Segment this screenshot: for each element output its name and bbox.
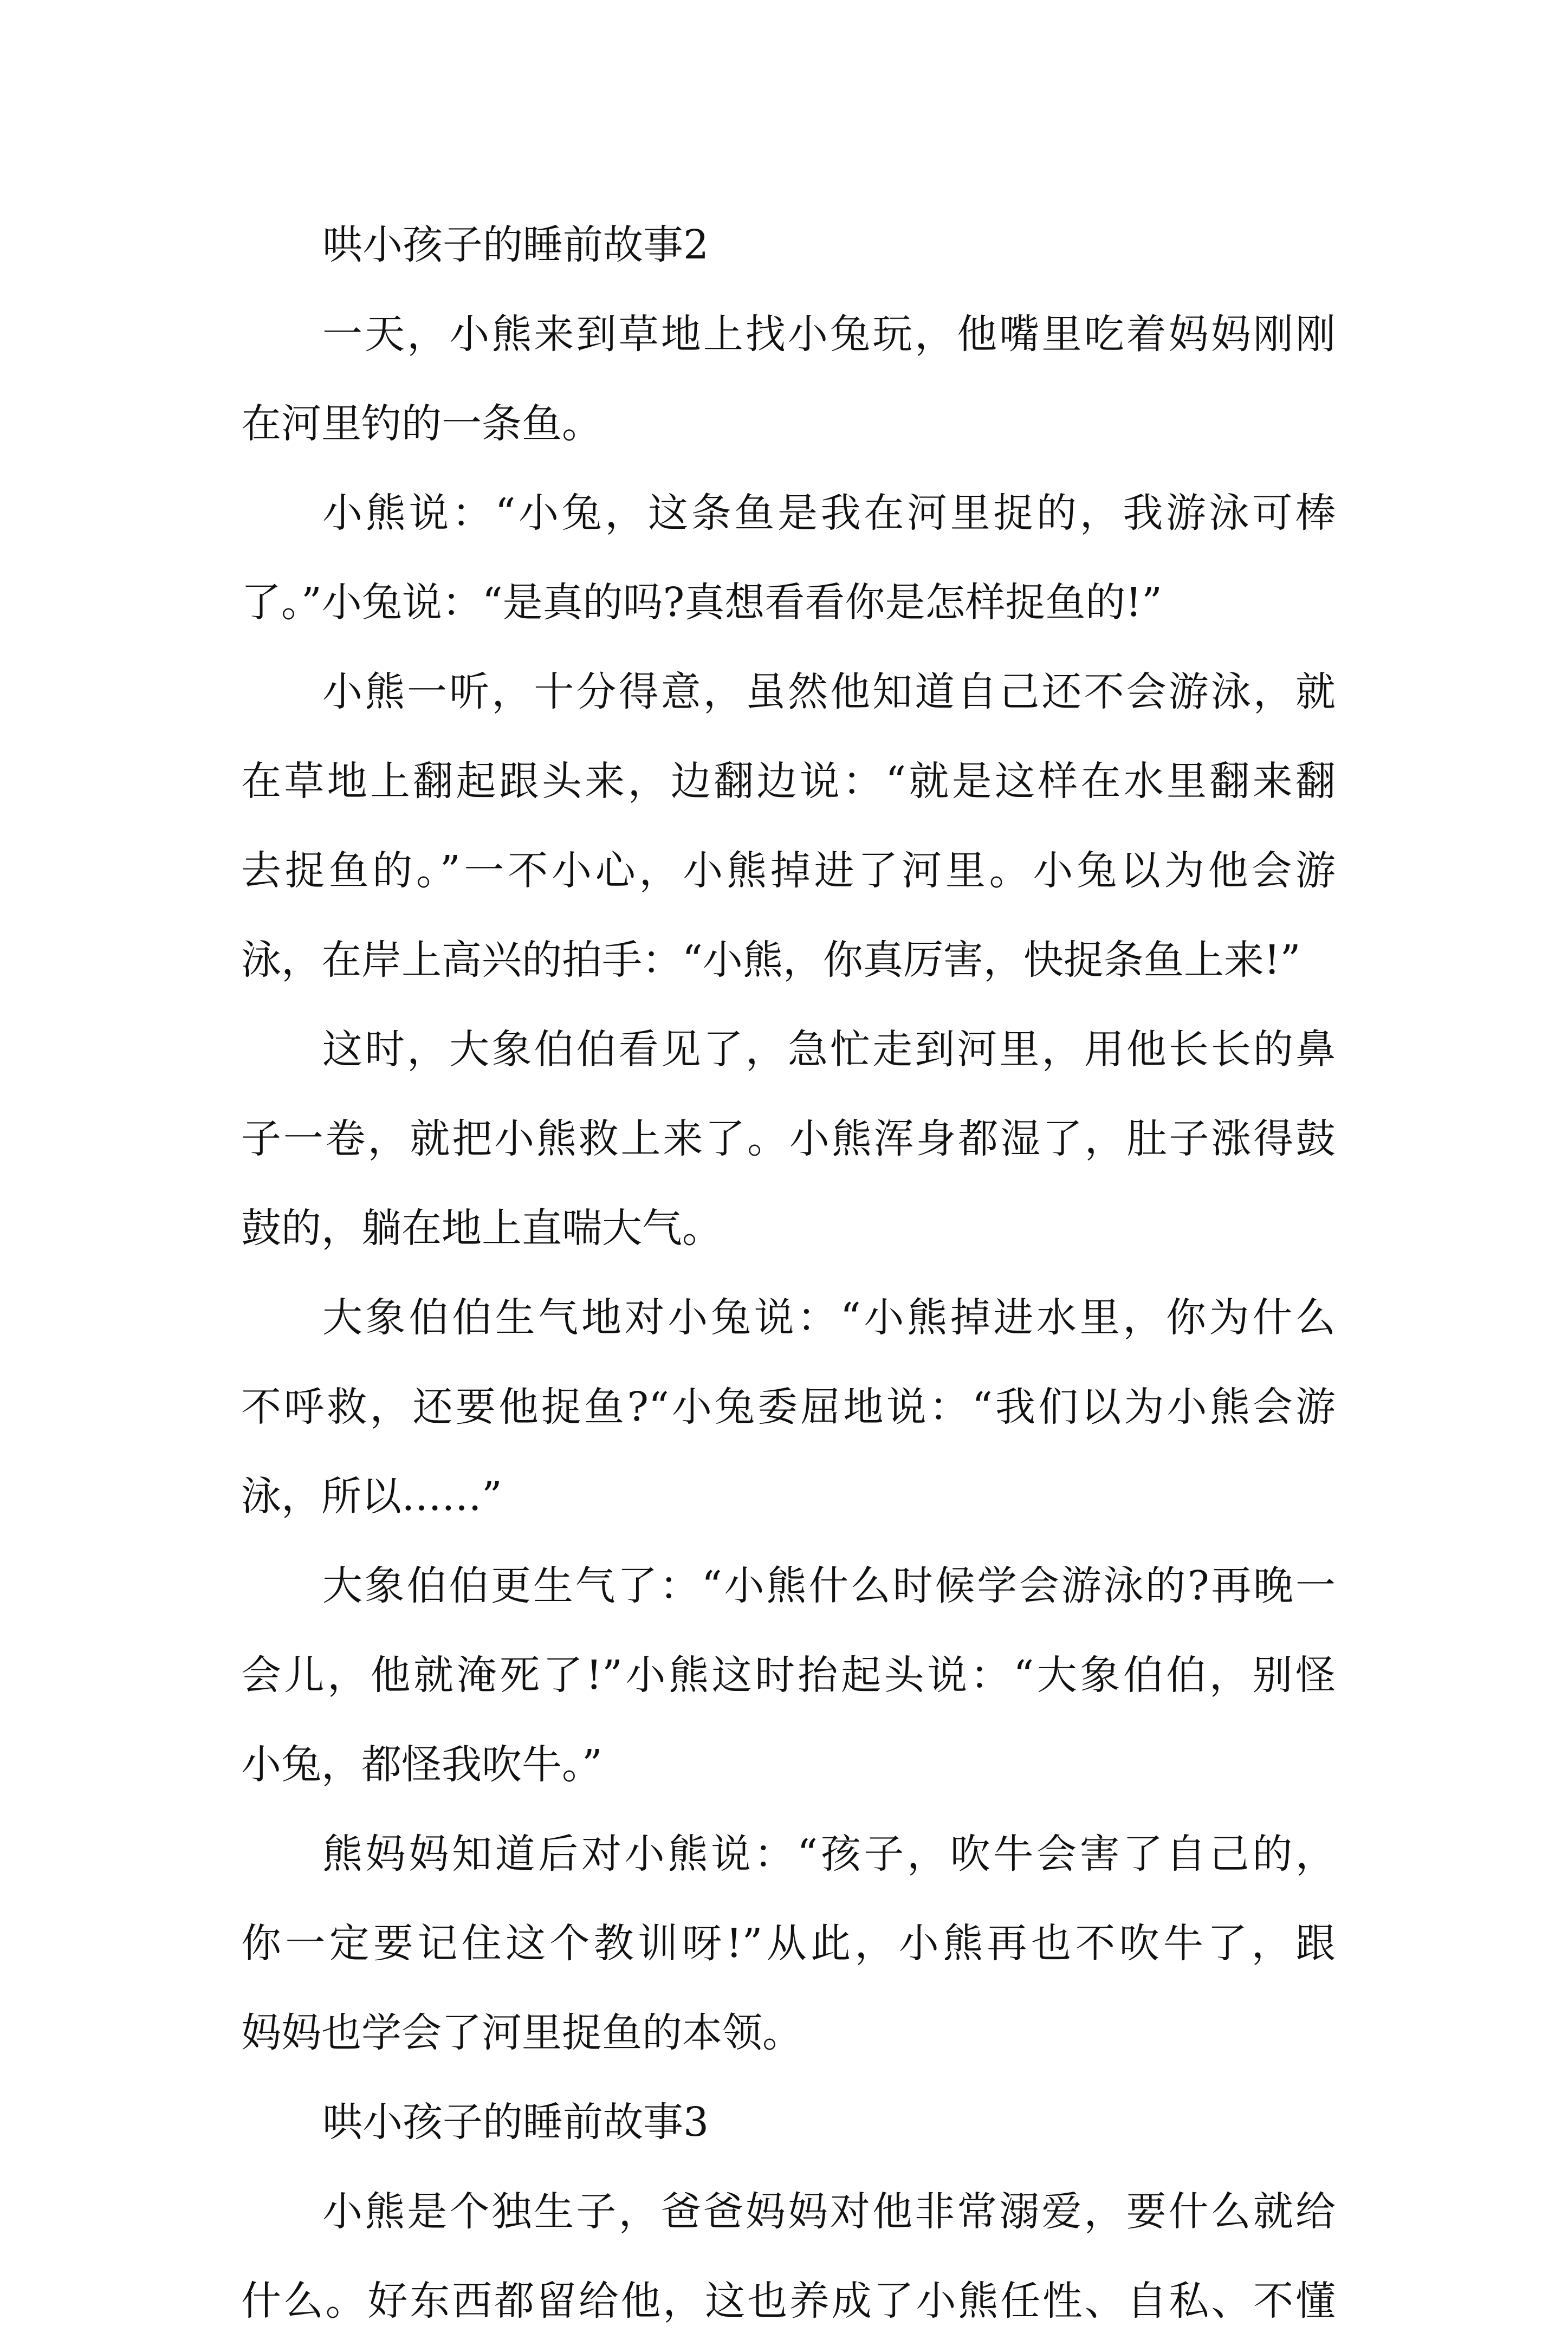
text-line: 这时，大象伯伯看见了，急忙走到河里，用他长长的鼻 xyxy=(322,1026,1336,1073)
text-line: 哄小孩子的睡前故事2 xyxy=(322,222,709,268)
text-line: 鼓的，躺在地上直喘大气。 xyxy=(241,1205,722,1252)
text-line: 在草地上翻起跟头来，边翻边说：“就是这样在水里翻来翻 xyxy=(241,758,1336,805)
text-line: 了。”小兔说：“是真的吗?真想看看你是怎样捉鱼的!” xyxy=(241,579,1162,626)
text-line: 小熊是个独生子，爸爸妈妈对他非常溺爱，要什么就给 xyxy=(322,2188,1336,2235)
text-line: 大象伯伯更生气了：“小熊什么时候学会游泳的?再晚一 xyxy=(322,1563,1336,1609)
text-line: 子一卷，就把小熊救上来了。小熊浑身都湿了，肚子涨得鼓 xyxy=(241,1116,1336,1162)
text-line: 熊妈妈知道后对小熊说：“孩子，吹牛会害了自己的， xyxy=(322,1831,1336,1877)
text-line: 小熊一听，十分得意，虽然他知道自己还不会游泳，就 xyxy=(322,669,1336,715)
text-line: 去捉鱼的。”一不小心，小熊掉进了河里。小兔以为他会游 xyxy=(241,847,1336,894)
text-line: 妈妈也学会了河里捉鱼的本领。 xyxy=(241,2010,802,2056)
text-line: 小兔，都怪我吹牛。” xyxy=(241,1741,602,1788)
document-body xyxy=(241,200,1336,2346)
text-line: 小熊说：“小兔，这条鱼是我在河里捉的，我游泳可棒 xyxy=(322,490,1336,536)
text-line: 哄小孩子的睡前故事3 xyxy=(322,2099,709,2146)
text-line: 一天，小熊来到草地上找小兔玩，他嘴里吃着妈妈刚刚 xyxy=(322,311,1336,358)
text-line: 大象伯伯生气地对小兔说：“小熊掉进水里，你为什么 xyxy=(322,1294,1336,1341)
text-line: 泳，所以……” xyxy=(241,1473,502,1520)
text-line: 什么。好东西都留给他，这也养成了小熊任性、自私、不懂 xyxy=(241,2278,1336,2324)
text-line: 在河里钓的一条鱼。 xyxy=(241,400,602,447)
text-line: 泳，在岸上高兴的拍手：“小熊，你真厉害，快捉条鱼上来!” xyxy=(241,937,1301,983)
text-line: 不呼救，还要他捉鱼?“小兔委屈地说：“我们以为小熊会游 xyxy=(241,1384,1336,1430)
text-line: 会儿，他就淹死了!”小熊这时抬起头说：“大象伯伯，别怪 xyxy=(241,1652,1336,1699)
text-line: 你一定要记住这个教训呀!”从此，小熊再也不吹牛了，跟 xyxy=(241,1920,1336,1967)
